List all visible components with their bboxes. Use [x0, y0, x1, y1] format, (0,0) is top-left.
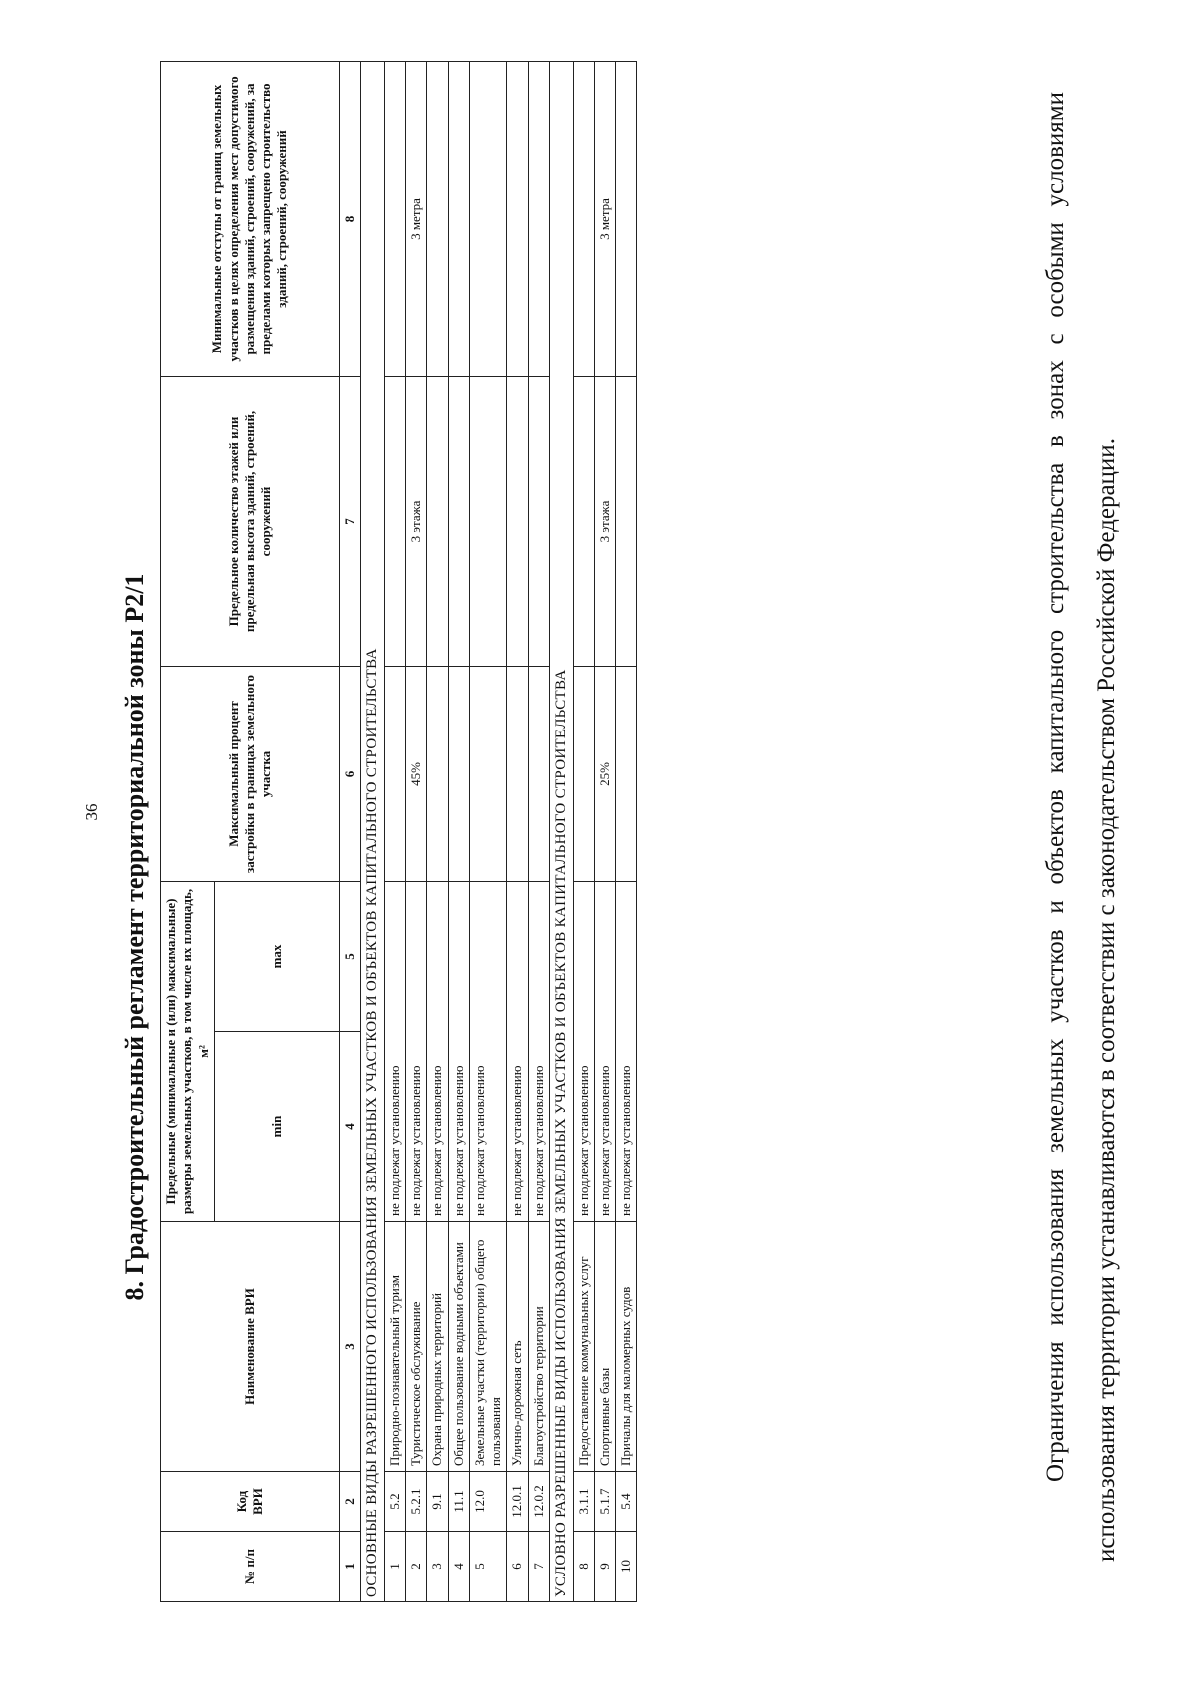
code-cell: 12.0.2 [528, 1472, 549, 1532]
plot-size-cell: не подлежат установлению [384, 881, 405, 1221]
floors-cell [448, 376, 469, 666]
floors-cell: 3 этажа [594, 376, 615, 666]
code-cell: 9.1 [427, 1472, 448, 1532]
section-title: УСЛОВНО РАЗРЕШЕННЫЕ ВИДЫ ИСПОЛЬЗОВАНИЯ ЗЕМЕЛЬНЫХ УЧАСТКОВ И ОБЪЕКТОВ КАПИТАЛЬНОГО СТРОИТЕЛЬСТВА [549, 61, 573, 1601]
indent-cell [384, 61, 405, 376]
header-min: min [214, 1032, 339, 1222]
plot-size-cell: не подлежат установлению [469, 881, 507, 1221]
column-number: 6 [339, 666, 360, 881]
build-percent-cell [448, 666, 469, 881]
name-cell: Благоустройство территории [528, 1222, 549, 1472]
build-percent-cell [384, 666, 405, 881]
build-percent-cell [616, 666, 637, 881]
row-number-cell: 7 [528, 1532, 549, 1602]
plot-size-cell: не подлежат установлению [594, 881, 615, 1221]
row-number-cell: 9 [594, 1532, 615, 1602]
floors-cell [384, 376, 405, 666]
name-cell: Туристическое обслуживание [406, 1222, 427, 1472]
header-row-top [161, 61, 215, 1601]
row-number-cell: 6 [507, 1532, 528, 1602]
column-number: 8 [339, 61, 360, 376]
plot-size-cell: не подлежат установлению [448, 881, 469, 1221]
build-percent-cell: 25% [594, 666, 615, 881]
row-number-cell: 4 [448, 1532, 469, 1602]
floors-cell [616, 376, 637, 666]
floors-cell: 3 этажа [406, 376, 427, 666]
floors-cell [469, 376, 507, 666]
indent-cell [528, 61, 549, 376]
indent-cell [469, 61, 507, 376]
plot-size-cell: не подлежат установлению [616, 881, 637, 1221]
column-number: 5 [339, 881, 360, 1031]
row-number-cell: 10 [616, 1532, 637, 1602]
build-percent-cell [469, 666, 507, 881]
header-indent: Минимальные отступы от границ земельных участков в целях определения мест допустимого размещения зданий, строений, сооружений, за пределами которых запрещено строительство зданий, строений, сооружений [161, 61, 340, 376]
column-number: 4 [339, 1032, 360, 1222]
table-row [406, 61, 427, 1601]
header-code: Код ВРИ [161, 1472, 340, 1532]
row-number-cell: 2 [406, 1532, 427, 1602]
row-number-cell: 1 [384, 1532, 405, 1602]
build-percent-cell [573, 666, 594, 881]
indent-cell: 3 метра [406, 61, 427, 376]
code-cell: 11.1 [448, 1472, 469, 1532]
table-row [469, 61, 507, 1601]
header-name: Наименование ВРИ [161, 1222, 340, 1472]
row-number-cell: 8 [573, 1532, 594, 1602]
table-row [448, 61, 469, 1601]
name-cell: Земельные участки (территории) общего пользования [469, 1222, 507, 1472]
indent-cell [507, 61, 528, 376]
table-row [528, 61, 549, 1601]
indent-cell [616, 61, 637, 376]
row-number-cell: 5 [469, 1532, 507, 1602]
row-number-cell: 3 [427, 1532, 448, 1602]
build-percent-cell [528, 666, 549, 881]
name-cell: Улично-дорожная сеть [507, 1222, 528, 1472]
code-cell: 5.4 [616, 1472, 637, 1532]
code-cell: 3.1.1 [573, 1472, 594, 1532]
floors-cell [573, 376, 594, 666]
page-number: 36 [82, 803, 101, 821]
section-header-row [361, 61, 385, 1601]
header-floors: Предельное количество этажей или предельная высота зданий, строений, сооружений [161, 376, 340, 666]
name-cell: Спортивные базы [594, 1222, 615, 1472]
plot-size-cell: не подлежат установлению [427, 881, 448, 1221]
document-title: 8. Градостроительный регламент территориальной зоны Р2/1 [120, 573, 149, 1301]
column-number: 2 [339, 1472, 360, 1532]
plot-size-cell: не подлежат установлению [507, 881, 528, 1221]
table-row [427, 61, 448, 1601]
indent-cell [448, 61, 469, 376]
table-row [616, 61, 637, 1601]
name-cell: Причалы для маломерных судов [616, 1222, 637, 1472]
floors-cell [427, 376, 448, 666]
floors-cell [507, 376, 528, 666]
floors-cell [528, 376, 549, 666]
indent-cell: 3 метра [594, 61, 615, 376]
table-row [384, 61, 405, 1601]
table-row [594, 61, 615, 1601]
indent-cell [427, 61, 448, 376]
indent-cell [573, 61, 594, 376]
code-cell: 5.2.1 [406, 1472, 427, 1532]
code-cell: 5.1.7 [594, 1472, 615, 1532]
column-number-row [339, 61, 360, 1601]
table-row [573, 61, 594, 1601]
code-cell: 12.0 [469, 1472, 507, 1532]
section-title: ОСНОВНЫЕ ВИДЫ РАЗРЕШЕННОГО ИСПОЛЬЗОВАНИЯ ЗЕМЕЛЬНЫХ УЧАСТКОВ И ОБЪЕКТОВ КАПИТАЛЬНОГО СТРОИТЕЛЬСТВА [361, 61, 385, 1601]
column-number: 7 [339, 376, 360, 666]
plot-size-cell: не подлежат установлению [406, 881, 427, 1221]
header-number: № п/п [161, 1532, 340, 1602]
column-number: 1 [339, 1532, 360, 1602]
header-max: max [214, 881, 339, 1031]
plot-size-cell: не подлежат установлению [528, 881, 549, 1221]
column-number: 3 [339, 1222, 360, 1472]
build-percent-cell [507, 666, 528, 881]
name-cell: Предоставление коммунальных услуг [573, 1222, 594, 1472]
build-percent-cell [427, 666, 448, 881]
code-cell: 12.0.1 [507, 1472, 528, 1532]
code-cell: 5.2 [384, 1472, 405, 1532]
name-cell: Общее пользование водными объектами [448, 1222, 469, 1472]
build-percent-cell: 45% [406, 666, 427, 881]
section-header-row [549, 61, 573, 1601]
zone-regulation-table [160, 61, 637, 1602]
header-build-percent: Максимальный процент застройки в границах земельного участка [161, 666, 340, 881]
plot-size-cell: не подлежат установлению [573, 881, 594, 1221]
name-cell: Природно-познавательный туризм [384, 1222, 405, 1472]
header-plot-size-group: Предельные (минимальные и (или) максимальные) размеры земельных участков, в том числе их площадь, м² [161, 881, 215, 1221]
table-row [507, 61, 528, 1601]
footer-paragraph: Ограничения использования земельных участков и объектов капитального строительства в зонах с особыми условиями использования территории устанавливаются в соответствии с законодательством Российской Федерации. [1042, 92, 1121, 1562]
table-body [361, 61, 637, 1601]
name-cell: Охрана природных территорий [427, 1222, 448, 1472]
